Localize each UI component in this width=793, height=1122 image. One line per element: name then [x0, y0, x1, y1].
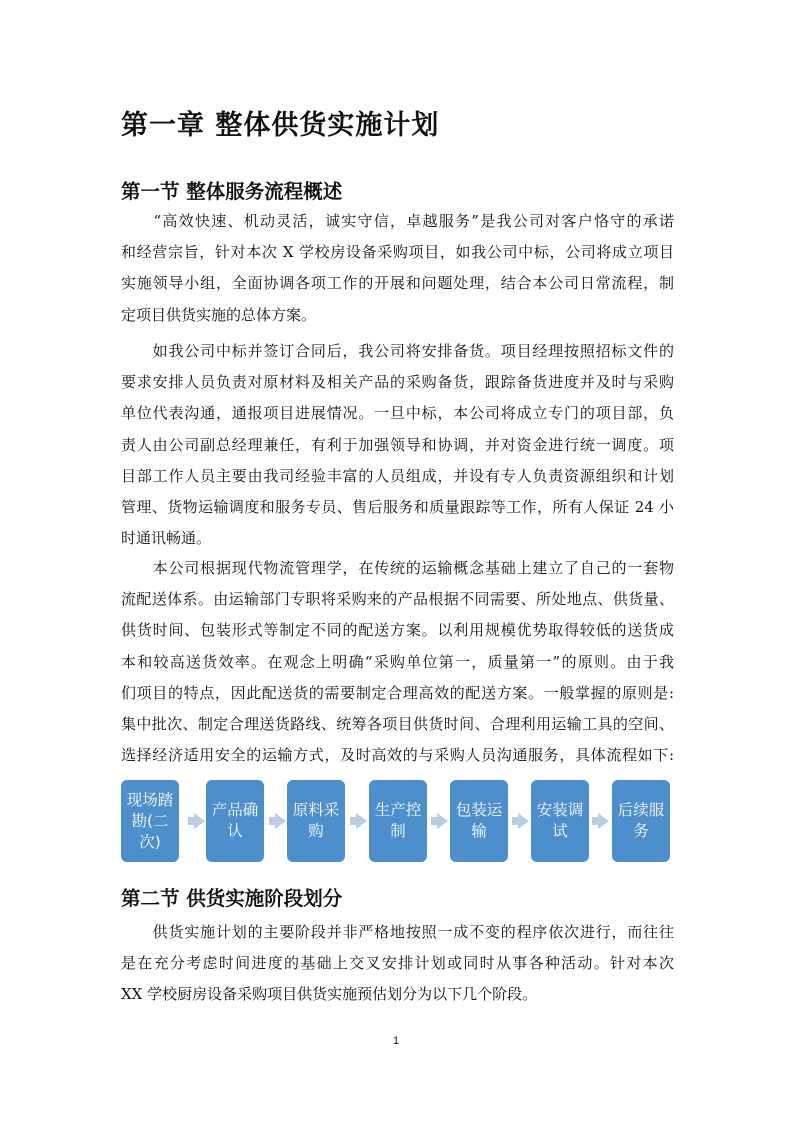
- text-line: 和经营宗旨，针对本次 X 学校房设备采购项目，如我公司中标，公司将成立项目: [121, 243, 674, 262]
- flow-step-site-survey: 现场踏勘(二次): [121, 780, 179, 862]
- chapter-title: 第一章 整体供货实施计划: [121, 110, 440, 141]
- flow-step-after-service: 后续服务: [612, 780, 670, 862]
- text-line: 时通讯畅通。: [121, 529, 212, 548]
- flow-step-installation: 安装调试: [531, 780, 589, 862]
- text-line: 目部工作人员主要由我司经验丰富的人员组成，并设有专人负责资源组织和计划: [121, 466, 674, 485]
- process-flow-diagram: [121, 780, 674, 862]
- text-line: 本公司根据现代物流管理学，在传统的运输概念基础上建立了自己的一套物: [121, 559, 674, 577]
- text-line: 供货实施计划的主要阶段并非严格地按照一成不变的程序依次进行，而往往: [121, 923, 674, 941]
- flow-step-packaging-transport: 包装运输: [450, 780, 508, 862]
- text-line: 集中批次、制定合理送货路线、统筹各项目供货时间、合理利用运输工具的空间、: [121, 714, 674, 733]
- flow-step-material-purchase: 原料采购: [287, 780, 345, 862]
- text-line: “高效快速、机动灵活，诚实守信，卓越服务”是我公司对客户恪守的承诺: [121, 212, 674, 230]
- text-line: 选择经济适用安全的运输方式，及时高效的与采购人员沟通服务，具体流程如下:: [121, 746, 674, 765]
- text-line: 定项目供货实施的总体方案。: [121, 305, 317, 324]
- text-line: 如我公司中标并签订合同后，我公司将安排备货。项目经理按照招标文件的: [121, 342, 674, 360]
- flow-arrow-icon: [194, 813, 205, 829]
- text-line: 流配送体系。由运输部门专职将采购来的产品根据不同需要、所处地点、供货量、: [121, 590, 674, 609]
- text-line: 责人由公司副总经理兼任，有利于加强领导和协调，并对资金进行统一调度。项: [121, 435, 674, 454]
- text-line: 管理、货物运输调度和服务专员、售后服务和质量跟踪等工作，所有人保证 24 小: [121, 497, 674, 516]
- text-line: XX 学校厨房设备采购项目供货实施预估划分为以下几个阶段。: [121, 985, 538, 1004]
- flow-arrow-icon: [437, 813, 448, 829]
- section-2-paragraph-1: [121, 917, 674, 1011]
- text-line: 实施领导小组，全面协调各项工作的开展和问题处理，结合本公司日常流程，制: [121, 274, 674, 293]
- section-1-title: 第一节 整体服务流程概述: [121, 180, 343, 203]
- section-1-paragraph-1: [121, 206, 674, 331]
- flow-arrow-icon: [598, 813, 609, 829]
- section-2-title: 第二节 供货实施阶段划分: [121, 887, 343, 910]
- text-line: 是在充分考虑时间进度的基础上交叉安排计划或同时从事各种活动。针对本次: [121, 954, 674, 973]
- section-1-paragraph-3: [121, 553, 674, 771]
- text-line: 供货时间、包装形式等制定不同的配送方案。以利用规模优势取得较低的送货成: [121, 621, 674, 640]
- flow-arrow-icon: [356, 813, 367, 829]
- section-1-paragraph-2: [121, 336, 674, 554]
- flow-arrow-icon: [275, 813, 286, 829]
- text-line: 要求安排人员负责对原材料及相关产品的采购备货，跟踪备货进度并及时与采购: [121, 373, 674, 392]
- text-line: 单位代表沟通，通报项目进展情况。一旦中标，本公司将成立专门的项目部，负: [121, 404, 674, 423]
- flow-step-product-confirm: 产品确认: [206, 780, 264, 862]
- text-line: 们项目的特点，因此配送货的需要制定合理高效的配送方案。一般掌握的原则是:: [121, 683, 674, 702]
- flow-arrow-icon: [518, 813, 529, 829]
- text-line: 本和较高送货效率。在观念上明确“采购单位第一，质量第一”的原则。由于我: [121, 652, 674, 671]
- flow-step-production-control: 生产控制: [369, 780, 427, 862]
- page-number: 1: [393, 1035, 400, 1047]
